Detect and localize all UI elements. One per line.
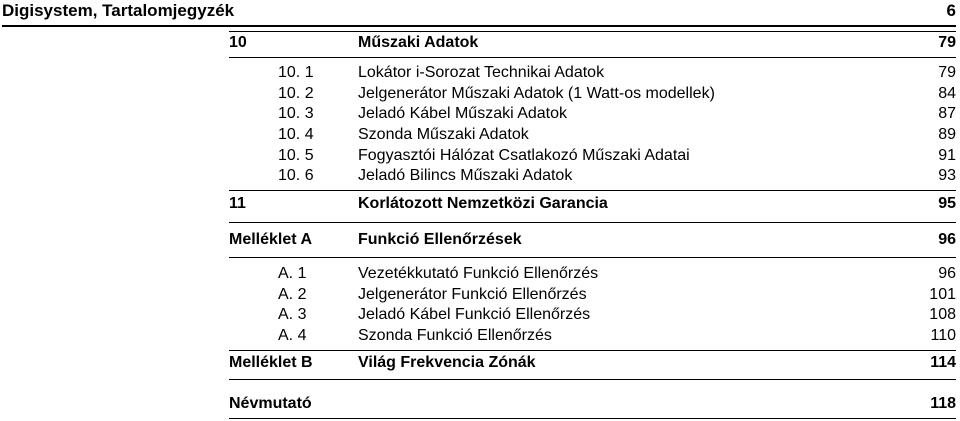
subsection-title: Szonda Műszaki Adatok — [358, 126, 529, 143]
toc-subsection[interactable] — [229, 63, 956, 83]
section-divider — [229, 379, 956, 380]
subsection-title: Szonda Funkció Ellenőrzés — [358, 327, 552, 344]
section-page: 95 — [938, 195, 956, 212]
subsection-number: 10. 5 — [278, 147, 314, 164]
appendix-label: Melléklet B — [229, 354, 313, 371]
subsection-title: Jelgenerátor Műszaki Adatok (1 Watt-os modellek) — [358, 85, 715, 102]
page-header — [2, 0, 956, 22]
subsection-number: A. 4 — [278, 327, 307, 344]
subsection-number: 10. 2 — [278, 85, 314, 102]
subsection-title: Vezetékkutató Funkció Ellenőrzés — [358, 265, 599, 282]
subsection-page: 79 — [938, 64, 956, 81]
subsection-page: 108 — [929, 306, 956, 323]
subsection-title: Lokátor i-Sorozat Technikai Adatok — [358, 64, 605, 81]
section-title: Műszaki Adatok — [358, 34, 479, 51]
section-number: 10 — [229, 34, 247, 51]
subsection-title: Fogyasztói Hálózat Csatlakozó Műszaki Adatai — [358, 147, 690, 164]
subsection-number: 10. 6 — [278, 167, 314, 184]
subsection-title: Jelgenerátor Funkció Ellenőrzés — [358, 286, 587, 303]
toc-section-11[interactable] — [229, 194, 956, 214]
subsection-page: 93 — [938, 167, 956, 184]
appendix-page: 96 — [938, 231, 956, 248]
index-page: 118 — [930, 395, 956, 412]
subsection-title: Jeladó Bilincs Műszaki Adatok — [358, 167, 573, 184]
section-title: Korlátozott Nemzetközi Garancia — [358, 195, 608, 212]
section-divider — [229, 31, 956, 32]
index-label: Névmutató — [229, 395, 312, 412]
toc-subsection[interactable] — [229, 305, 956, 325]
toc-subsection[interactable] — [229, 125, 956, 145]
toc-subsection[interactable] — [229, 104, 956, 124]
appendix-title: Világ Frekvencia Zónák — [358, 354, 536, 371]
toc-subsection[interactable] — [229, 326, 956, 346]
section-divider — [229, 350, 956, 351]
appendix-label: Melléklet A — [229, 231, 312, 248]
page-number: 6 — [946, 1, 956, 20]
header-rule — [2, 25, 956, 27]
subsection-page: 101 — [929, 286, 956, 303]
toc-index[interactable] — [229, 394, 956, 414]
toc-appendix-a[interactable] — [229, 230, 956, 250]
section-divider — [229, 57, 956, 58]
subsection-number: A. 2 — [278, 286, 307, 303]
subsection-page: 87 — [938, 105, 956, 122]
subsection-page: 91 — [938, 147, 956, 164]
subsection-number: 10. 4 — [278, 126, 314, 143]
section-divider — [229, 257, 956, 258]
subsection-page: 89 — [938, 126, 956, 143]
toc-subsection[interactable] — [229, 285, 956, 305]
section-divider — [229, 190, 956, 191]
toc-subsection[interactable] — [229, 264, 956, 284]
section-number: 11 — [229, 195, 246, 212]
toc-subsection[interactable] — [229, 146, 956, 166]
toc-section-10[interactable] — [229, 33, 956, 53]
toc-subsection[interactable] — [229, 84, 956, 104]
section-page: 79 — [938, 34, 956, 51]
appendix-page: 114 — [930, 354, 956, 371]
subsection-title: Jeladó Kábel Műszaki Adatok — [358, 105, 568, 122]
section-divider — [229, 418, 956, 419]
subsection-title: Jeladó Kábel Funkció Ellenőrzés — [358, 306, 591, 323]
subsection-page: 110 — [930, 327, 956, 344]
document-title: Digisystem, Tartalomjegyzék — [2, 1, 235, 20]
subsection-page: 84 — [938, 85, 956, 102]
subsection-number: 10. 1 — [278, 64, 314, 81]
subsection-number: 10. 3 — [278, 105, 314, 122]
section-divider — [229, 222, 956, 223]
subsection-number: A. 3 — [278, 306, 307, 323]
toc-appendix-b[interactable] — [229, 353, 956, 373]
toc-subsection[interactable] — [229, 166, 956, 186]
subsection-page: 96 — [938, 265, 956, 282]
appendix-title: Funkció Ellenőrzések — [358, 231, 522, 248]
subsection-number: A. 1 — [278, 265, 307, 282]
